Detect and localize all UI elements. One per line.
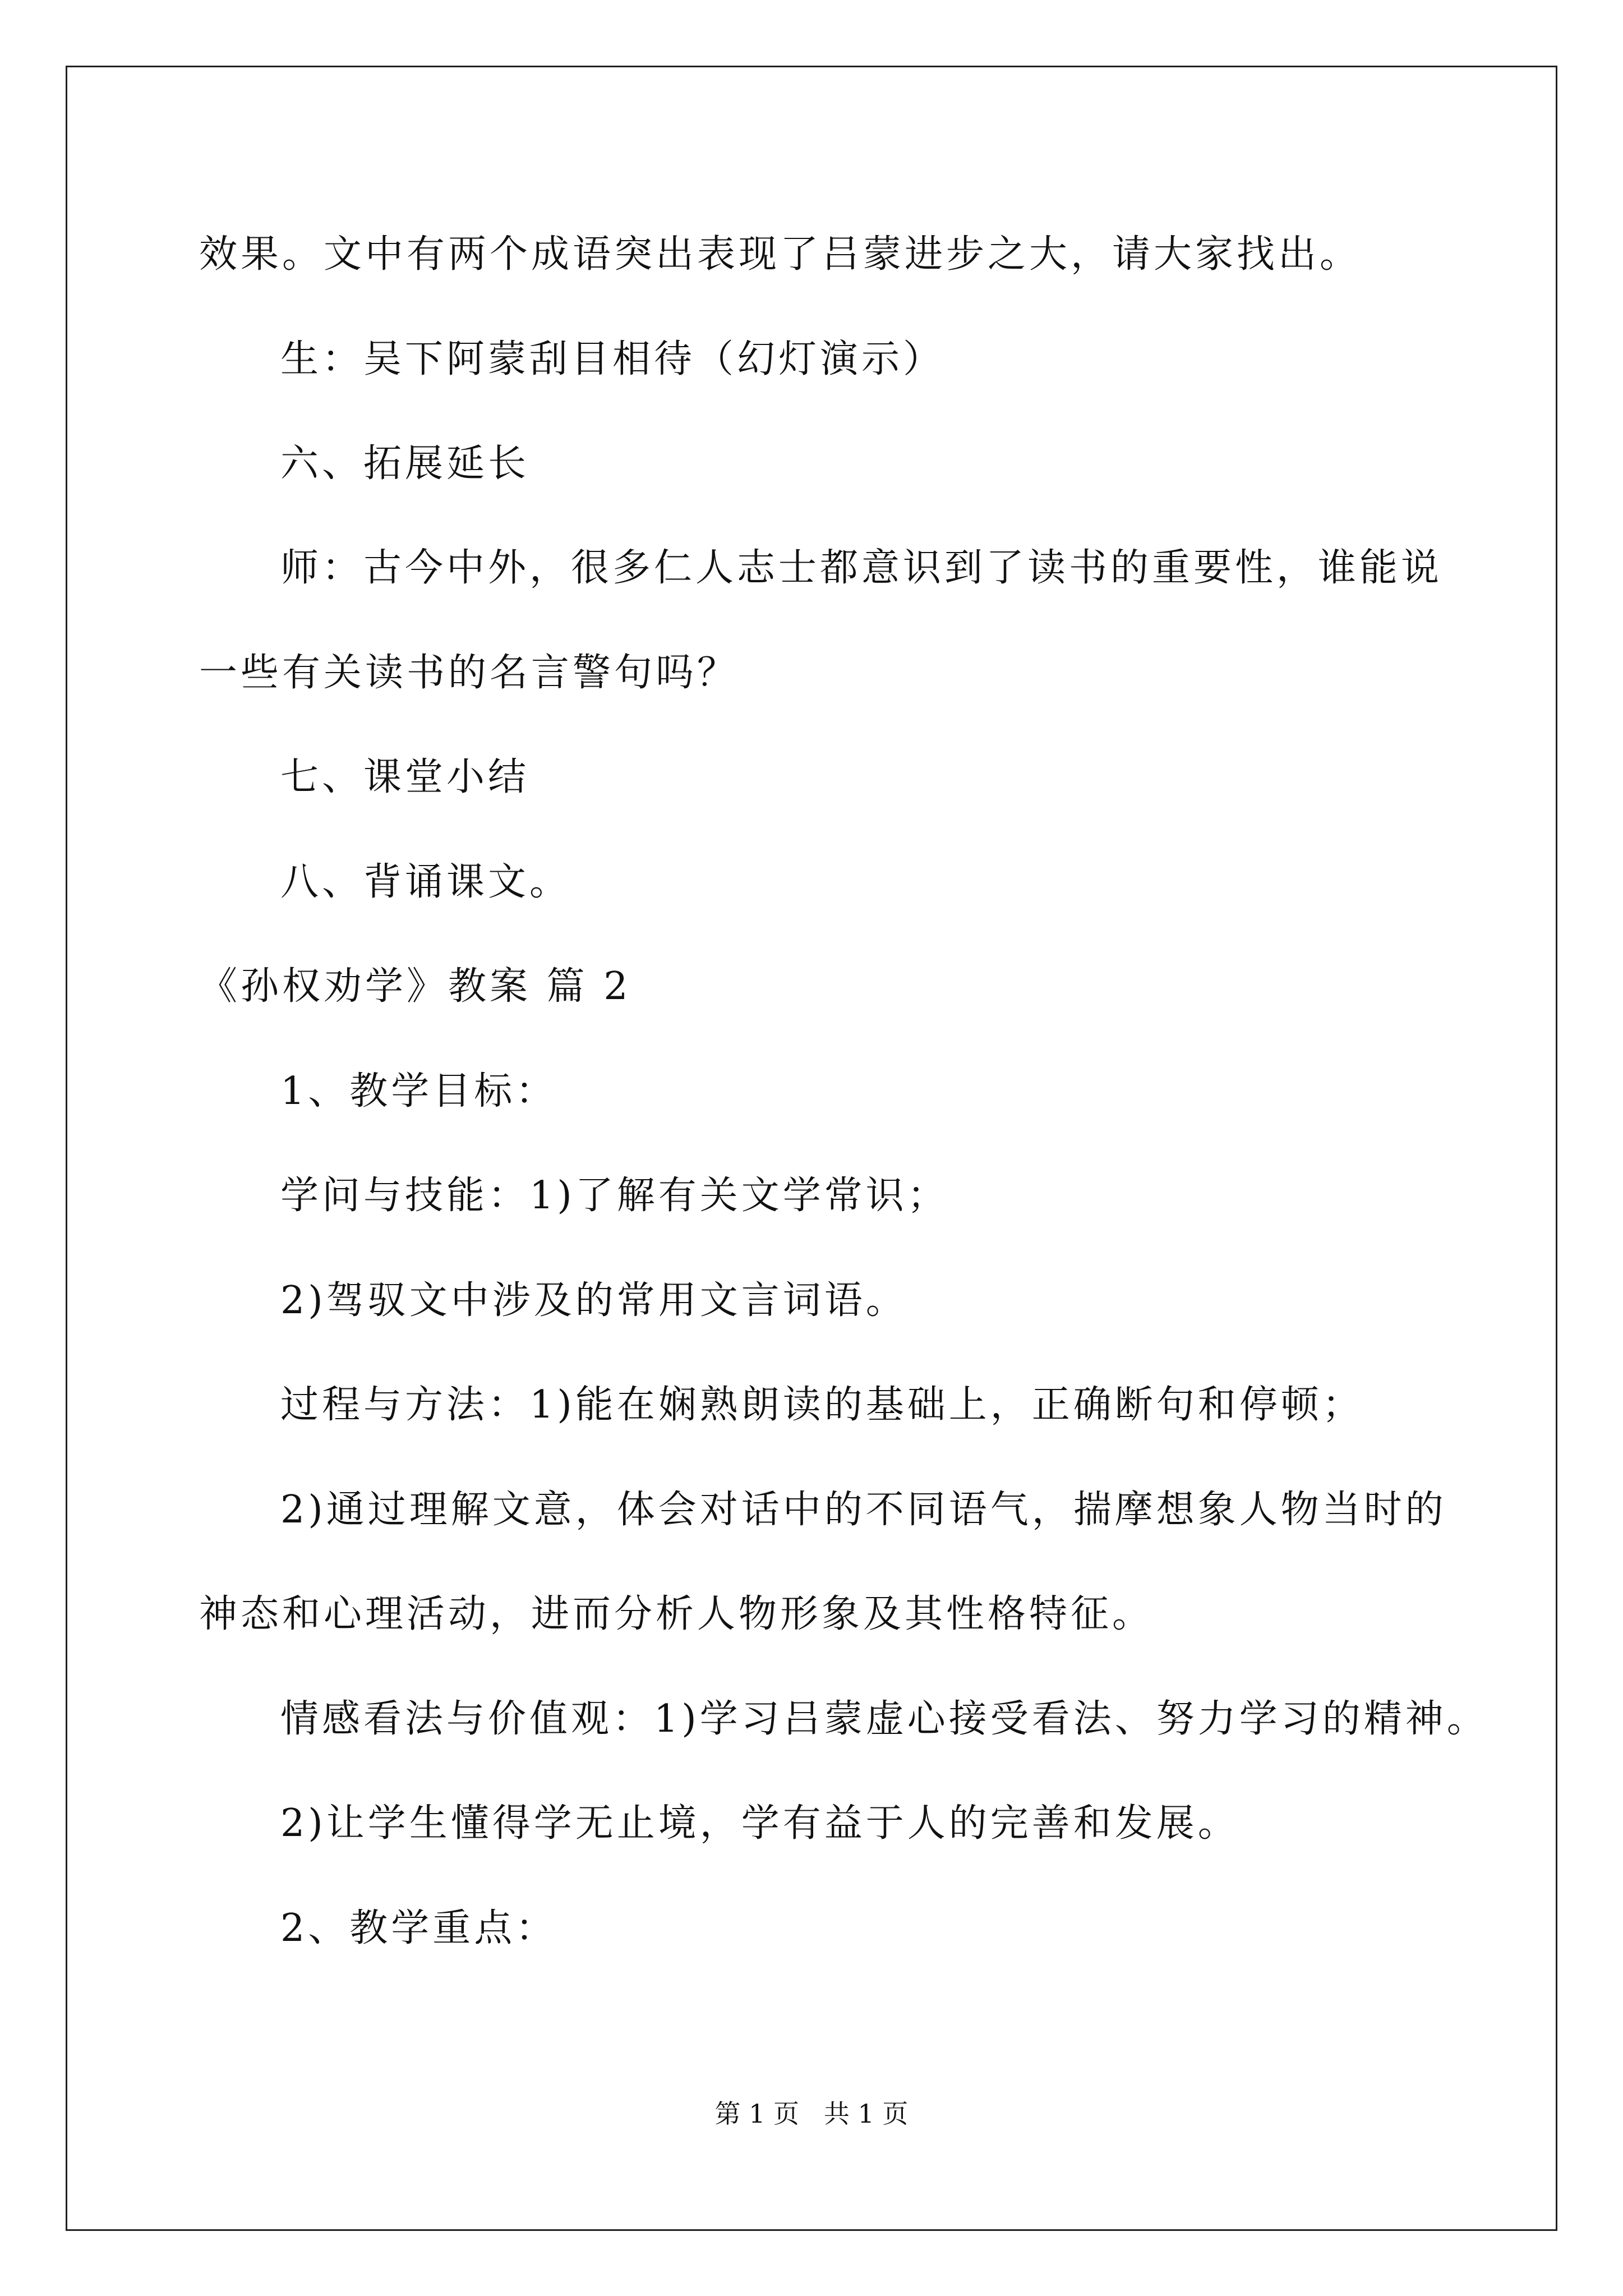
text-line: 2)通过理解文意，体会对话中的不同语气，揣摩想象人物当时的	[280, 1488, 1447, 1532]
section-heading: 六、拓展延长	[280, 441, 530, 486]
text-line: 生：吴下阿蒙刮目相待（幻灯演示）	[280, 337, 945, 381]
section-heading: 八、背诵课文。	[280, 860, 571, 904]
page-number: 第 1 页 共 1 页	[714, 2099, 909, 2129]
text-line: 学问与技能：1)了解有关文学常识；	[280, 1174, 949, 1218]
text-line: 神态和心理活动，进而分析人物形象及其性格特征。	[199, 1592, 1154, 1636]
text-line: 师：古今中外，很多仁人志士都意识到了读书的重要性，谁能说	[280, 546, 1443, 590]
text-line: 一些有关读书的名言警句吗？	[199, 651, 739, 695]
text-line: 情感看法与价值观：1)学习吕蒙虚心接受看法、努力学习的精神。	[280, 1697, 1488, 1741]
document-title: 《孙权劝学》教案 篇 2	[199, 964, 631, 1009]
section-heading: 1、教学目标：	[280, 1069, 557, 1114]
text-line: 2)让学生懂得学无止境，学有益于人的完善和发展。	[280, 1801, 1239, 1846]
text-line: 效果。文中有两个成语突出表现了吕蒙进步之大，请大家找出。	[199, 232, 1362, 277]
section-heading: 七、课堂小结	[280, 755, 530, 799]
text-line: 过程与方法：1)能在娴熟朗读的基础上，正确断句和停顿；	[280, 1383, 1364, 1427]
text-line: 2)驾驭文中涉及的常用文言词语。	[280, 1278, 907, 1323]
section-heading: 2、教学重点：	[280, 1906, 557, 1950]
